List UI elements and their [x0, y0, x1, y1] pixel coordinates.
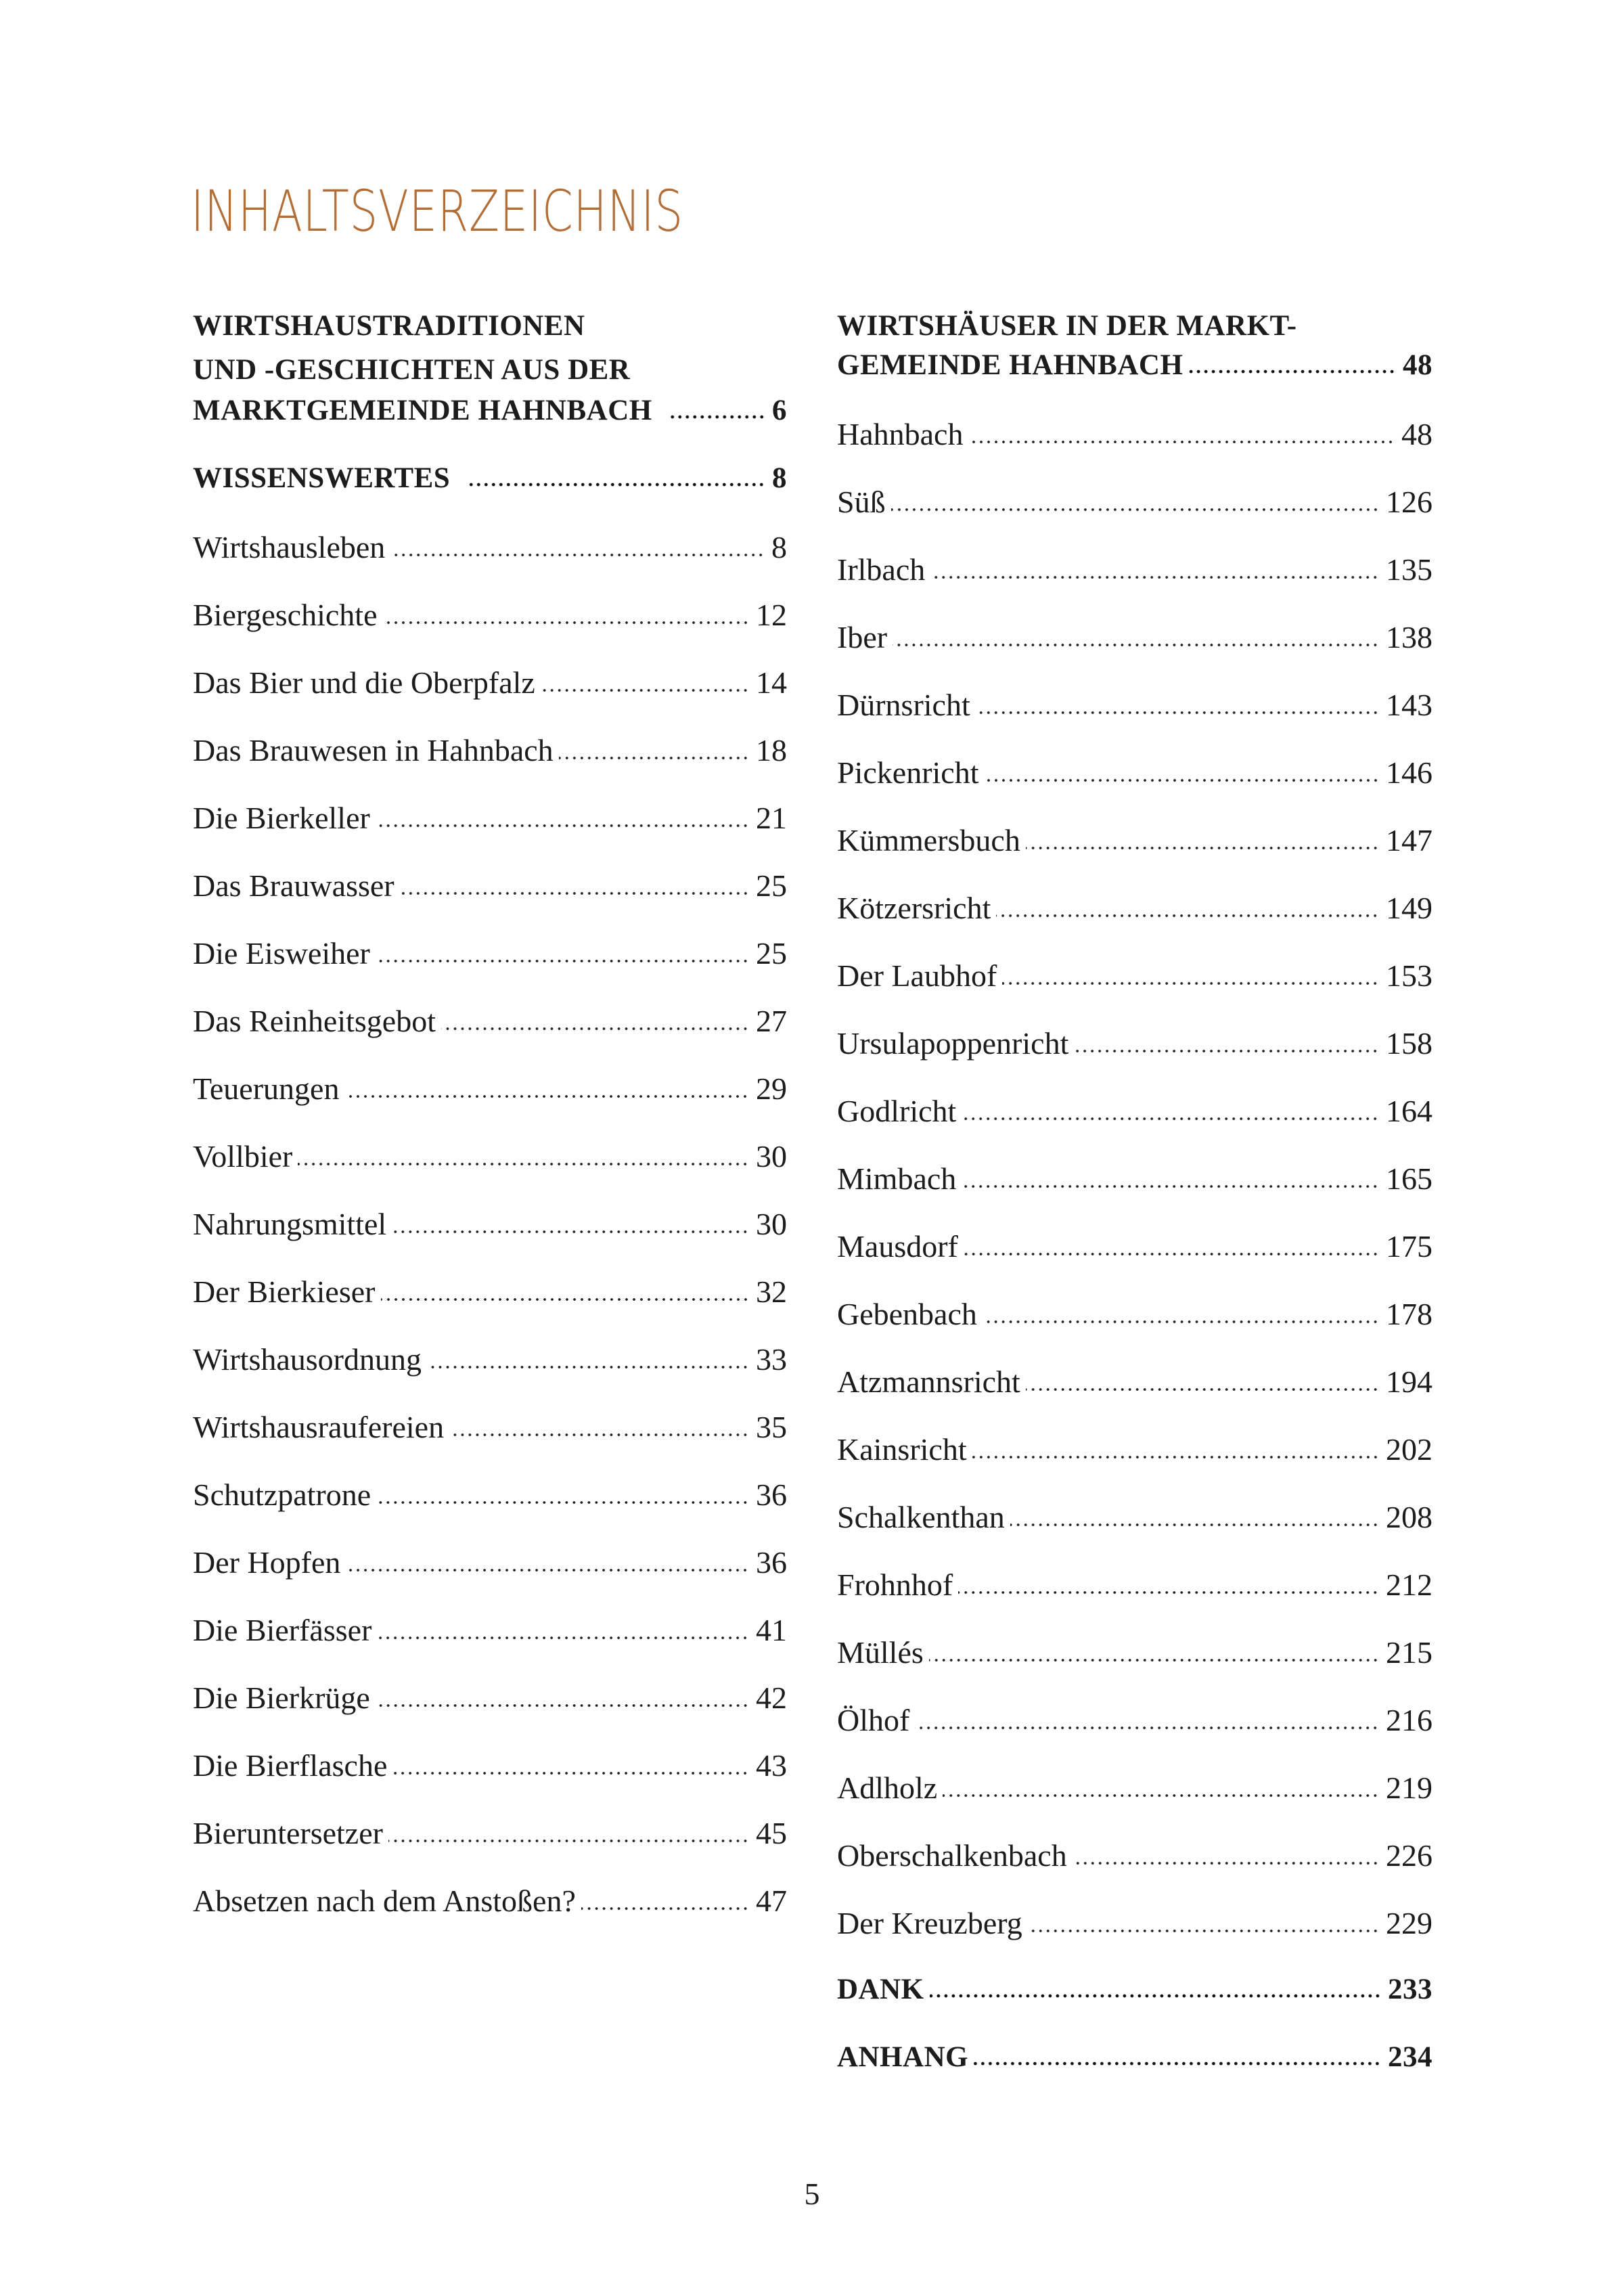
dot-leader: [1073, 1861, 1379, 1865]
toc-entry-page: 33: [756, 1342, 787, 1377]
toc-entry-page: 32: [756, 1274, 787, 1309]
toc-entry[interactable]: [837, 1161, 1433, 1201]
dot-leader: [1002, 981, 1379, 985]
dot-leader: [298, 1162, 749, 1166]
dot-leader: [943, 1794, 1379, 1798]
toc-entry-label: ANHANG: [837, 2041, 969, 2073]
dot-leader: [670, 415, 765, 419]
toc-entry[interactable]: [193, 732, 787, 773]
toc-entry[interactable]: [193, 1883, 787, 1923]
toc-entry[interactable]: [837, 1364, 1433, 1404]
dot-leader: [383, 621, 750, 625]
toc-entry-label: Die Bierfässer: [193, 1613, 372, 1647]
dot-leader: [891, 508, 1379, 512]
toc-entry[interactable]: [193, 1206, 787, 1247]
toc-entry-page: 164: [1386, 1094, 1433, 1128]
toc-entry-label: Oberschalkenbach: [837, 1838, 1067, 1873]
toc-entry[interactable]: [193, 868, 787, 908]
toc-entry-page: 234: [1388, 2041, 1433, 2073]
toc-entry-page: 194: [1386, 1364, 1433, 1399]
toc-entry-page: 126: [1386, 485, 1433, 519]
toc-entry-label: Nahrungsmittel: [193, 1207, 387, 1241]
toc-entry-label: Kainsricht: [837, 1432, 967, 1467]
toc-entry-label: Der Kreuzberg: [837, 1906, 1022, 1940]
dot-leader: [427, 1365, 749, 1369]
toc-entry-wirtshaeuser[interactable]: [837, 349, 1433, 389]
toc-entry-page: 165: [1386, 1161, 1433, 1196]
toc-entry-page: 29: [756, 1071, 787, 1106]
toc-entry-page: 138: [1386, 620, 1433, 654]
toc-entry-page: 8: [772, 462, 787, 494]
dot-leader: [376, 1500, 749, 1505]
toc-entry-label: Mimbach: [837, 1161, 957, 1196]
toc-entry[interactable]: [837, 1567, 1433, 1607]
toc-entry-label: Irlbach: [837, 552, 926, 587]
dot-leader: [962, 1117, 1379, 1121]
toc-entry-label: Schutzpatrone: [193, 1477, 371, 1512]
toc-entry[interactable]: [837, 1838, 1433, 1878]
dot-leader: [392, 1230, 749, 1234]
toc-entry-label: Schalkenthan: [837, 1500, 1005, 1534]
toc-entry[interactable]: [193, 1003, 787, 1044]
dot-leader: [541, 688, 749, 692]
dot-leader: [581, 1907, 749, 1911]
toc-entry-label: Absetzen nach dem Anstoßen?: [193, 1884, 576, 1918]
toc-entry[interactable]: [837, 755, 1433, 795]
toc-heading-line: UND -GESCHICHTEN AUS DER: [193, 354, 631, 386]
toc-entry[interactable]: [837, 1973, 1433, 2013]
toc-entry[interactable]: [837, 1431, 1433, 1472]
dot-leader: [559, 756, 749, 760]
dot-leader: [346, 1568, 749, 1572]
dot-leader: [1026, 1387, 1379, 1392]
dot-leader: [1074, 1049, 1379, 1053]
toc-entry-label: Gebenbach: [837, 1297, 977, 1331]
toc-entry-label: Ursulapoppenricht: [837, 1026, 1069, 1061]
toc-heading-line: WIRTSHÄUSER IN DER MARKT-: [837, 310, 1297, 342]
dot-leader: [983, 1320, 1379, 1324]
dot-leader: [1010, 1523, 1379, 1527]
dot-leader: [1188, 370, 1396, 374]
dot-leader: [377, 1636, 749, 1640]
toc-entry[interactable]: [193, 1680, 787, 1720]
toc-entry-label: Ölhof: [837, 1703, 910, 1737]
toc-entry[interactable]: [193, 1544, 787, 1585]
toc-entry-label: Mausdorf: [837, 1229, 958, 1264]
toc-entry-page: 43: [756, 1748, 787, 1783]
dot-leader: [449, 1433, 749, 1437]
toc-entry-label: Die Bierflasche: [193, 1748, 388, 1783]
toc-entry[interactable]: [193, 597, 787, 638]
toc-entry[interactable]: [193, 529, 787, 570]
toc-entry-label: Iber: [837, 620, 888, 654]
toc-entry-page: 158: [1386, 1026, 1433, 1061]
dot-leader: [390, 553, 765, 557]
toc-entry-label: Godlricht: [837, 1094, 957, 1128]
toc-entry[interactable]: [837, 1093, 1433, 1134]
toc-entry-label: DANK: [837, 1974, 924, 2005]
dot-leader: [466, 483, 765, 487]
toc-entry-label: Frohnhof: [837, 1567, 953, 1602]
toc-entry-page: 226: [1386, 1838, 1433, 1873]
toc-entry[interactable]: [837, 552, 1433, 592]
toc-entry-page: 18: [756, 733, 787, 767]
toc-entry-label: Das Reinheitsgebot: [193, 1004, 436, 1038]
toc-entry-page: 147: [1386, 823, 1433, 858]
toc-entry-label: Das Brauwasser: [193, 868, 394, 903]
toc-entry-page: 178: [1386, 1297, 1433, 1331]
toc-entry[interactable]: [837, 1025, 1433, 1066]
toc-entry-label: Wirtshausraufereien: [193, 1410, 445, 1444]
toc-entry-page: 14: [756, 665, 787, 700]
toc-entry-page: 212: [1386, 1567, 1433, 1602]
toc-entry-label: Wirtshausleben: [193, 530, 386, 564]
toc-entry[interactable]: [837, 958, 1433, 998]
toc-entry-label: Der Bierkieser: [193, 1274, 376, 1309]
dot-leader: [976, 711, 1379, 715]
toc-entry[interactable]: [837, 1499, 1433, 1540]
toc-entry[interactable]: [193, 665, 787, 705]
toc-entry-page: 8: [771, 530, 787, 564]
dot-leader: [388, 1839, 749, 1843]
toc-entry[interactable]: [193, 1409, 787, 1450]
toc-entry[interactable]: [837, 890, 1433, 931]
toc-entry-label: Biergeschichte: [193, 598, 378, 632]
toc-entry-label: MARKTGEMEINDE HAHNBACH: [193, 395, 652, 426]
toc-entry-page: 135: [1386, 552, 1433, 587]
toc-entry-page: 143: [1386, 688, 1433, 722]
dot-leader: [376, 824, 749, 828]
toc-entry[interactable]: [837, 2041, 1433, 2081]
toc-entry-page: 35: [756, 1410, 787, 1444]
toc-entry-page: 12: [756, 598, 787, 632]
dot-leader: [972, 1455, 1379, 1459]
toc-entry[interactable]: [193, 800, 787, 841]
toc-entry-label: Süß: [837, 485, 886, 519]
toc-entry-page: 30: [756, 1207, 787, 1241]
toc-entry-label: Wirtshausordnung: [193, 1342, 422, 1377]
dot-leader: [958, 1590, 1379, 1595]
toc-entry-label: Kötzersricht: [837, 891, 991, 925]
toc-entry[interactable]: [193, 1341, 787, 1382]
toc-entry-page: 6: [772, 395, 787, 426]
dot-leader: [968, 440, 1395, 444]
toc-entry[interactable]: [193, 1274, 787, 1314]
toc-entry-label: Hahnbach: [837, 417, 964, 451]
toc-entry-page: 146: [1386, 755, 1433, 790]
dot-leader: [1028, 1929, 1379, 1933]
toc-entry-wirtshaustraditionen[interactable]: [193, 394, 787, 435]
toc-entry-page: 25: [756, 868, 787, 903]
toc-entry-label: GEMEINDE HAHNBACH: [837, 349, 1183, 381]
dot-leader: [930, 1994, 1381, 1998]
toc-entry-page: 219: [1386, 1771, 1433, 1805]
dot-leader: [996, 914, 1379, 918]
dot-leader: [964, 1252, 1379, 1256]
toc-entry[interactable]: [837, 822, 1433, 863]
toc-entry-page: 36: [756, 1477, 787, 1512]
toc-entry-label: Teuerungen: [193, 1071, 340, 1106]
toc-entry-page: 202: [1386, 1432, 1433, 1467]
toc-entry[interactable]: [837, 416, 1433, 457]
dot-leader: [930, 575, 1379, 579]
toc-entry-page: 215: [1386, 1635, 1433, 1670]
toc-entry-label: Die Bierkeller: [193, 801, 370, 835]
toc-entry[interactable]: [193, 1747, 787, 1788]
toc-entry-page: 48: [1401, 417, 1433, 451]
toc-entry-page: 208: [1386, 1500, 1433, 1534]
dot-leader: [441, 1027, 749, 1031]
toc-entry-label: Müllés: [837, 1635, 924, 1670]
toc-entry[interactable]: [837, 484, 1433, 525]
toc-entry-label: Bieruntersetzer: [193, 1816, 383, 1850]
dot-leader: [376, 1704, 749, 1708]
toc-entry[interactable]: [837, 687, 1433, 728]
toc-entry-label: Adlholz: [837, 1771, 938, 1805]
toc-entry-label: Das Bier und die Oberpfalz: [193, 665, 535, 700]
dot-leader: [400, 891, 749, 895]
toc-entry[interactable]: [837, 619, 1433, 660]
toc-entry-label: Die Bierkrüge: [193, 1680, 370, 1715]
toc-entry[interactable]: [837, 1634, 1433, 1675]
toc-entry-label: Pickenricht: [837, 755, 979, 790]
toc-entry-page: 175: [1386, 1229, 1433, 1264]
toc-entry[interactable]: [837, 1296, 1433, 1337]
toc-entry-page: 45: [756, 1816, 787, 1850]
toc-entry-page: 42: [756, 1680, 787, 1715]
toc-entry-page: 27: [756, 1004, 787, 1038]
toc-entry-label: WISSENSWERTES: [193, 462, 451, 494]
toc-entry[interactable]: [193, 1138, 787, 1179]
toc-entry[interactable]: [837, 1228, 1433, 1269]
dot-leader: [392, 1771, 749, 1775]
toc-entry[interactable]: [193, 1815, 787, 1856]
toc-entry-label: Kümmersbuch: [837, 823, 1020, 858]
toc-entry-page: 48: [1403, 349, 1433, 381]
dot-leader: [893, 643, 1379, 647]
toc-entry-page: 47: [756, 1884, 787, 1918]
toc-entry[interactable]: [837, 1905, 1433, 1946]
toc-entry-label: Der Laubhof: [837, 958, 997, 993]
toc-entry-label: Vollbier: [193, 1139, 293, 1174]
toc-entry-page: 30: [756, 1139, 787, 1174]
toc-entry[interactable]: [837, 1702, 1433, 1743]
toc-entry-page: 149: [1386, 891, 1433, 925]
dot-leader: [381, 1297, 750, 1301]
toc-entry-label: Dürnsricht: [837, 688, 970, 722]
toc-entry-page: 41: [756, 1613, 787, 1647]
toc-entry[interactable]: [193, 1477, 787, 1517]
toc-entry-page: 153: [1386, 958, 1433, 993]
toc-entry-label: Der Hopfen: [193, 1545, 341, 1580]
toc-entry-wissenswertes[interactable]: [193, 462, 787, 502]
dot-leader: [344, 1094, 749, 1098]
dot-leader: [915, 1726, 1379, 1730]
toc-entry-page: 229: [1386, 1906, 1433, 1940]
toc-entry-page: 25: [756, 936, 787, 971]
dot-leader: [929, 1658, 1379, 1662]
toc-heading-line: WIRTSHAUSTRADITIONEN: [193, 310, 585, 342]
toc-entry-label: Das Brauwesen in Hahnbach: [193, 733, 554, 767]
toc-entry-page: 36: [756, 1545, 787, 1580]
toc-entry[interactable]: [837, 1770, 1433, 1810]
toc-entry-label: Atzmannsricht: [837, 1364, 1020, 1399]
page-number: 5: [804, 2177, 820, 2211]
page-title: INHALTSVERZEICHNIS: [191, 178, 683, 244]
toc-entry-label: Die Eisweiher: [193, 936, 370, 971]
dot-leader: [962, 1184, 1379, 1188]
dot-leader: [376, 959, 749, 963]
dot-leader: [974, 2062, 1381, 2066]
toc-entry[interactable]: [193, 1071, 787, 1111]
toc-entry[interactable]: [193, 1612, 787, 1653]
toc-entry-page: 21: [756, 801, 787, 835]
toc-entry-page: 216: [1386, 1703, 1433, 1737]
dot-leader: [985, 778, 1380, 782]
toc-entry[interactable]: [193, 935, 787, 976]
toc-entry-page: 233: [1388, 1974, 1433, 2005]
dot-leader: [1026, 846, 1379, 850]
